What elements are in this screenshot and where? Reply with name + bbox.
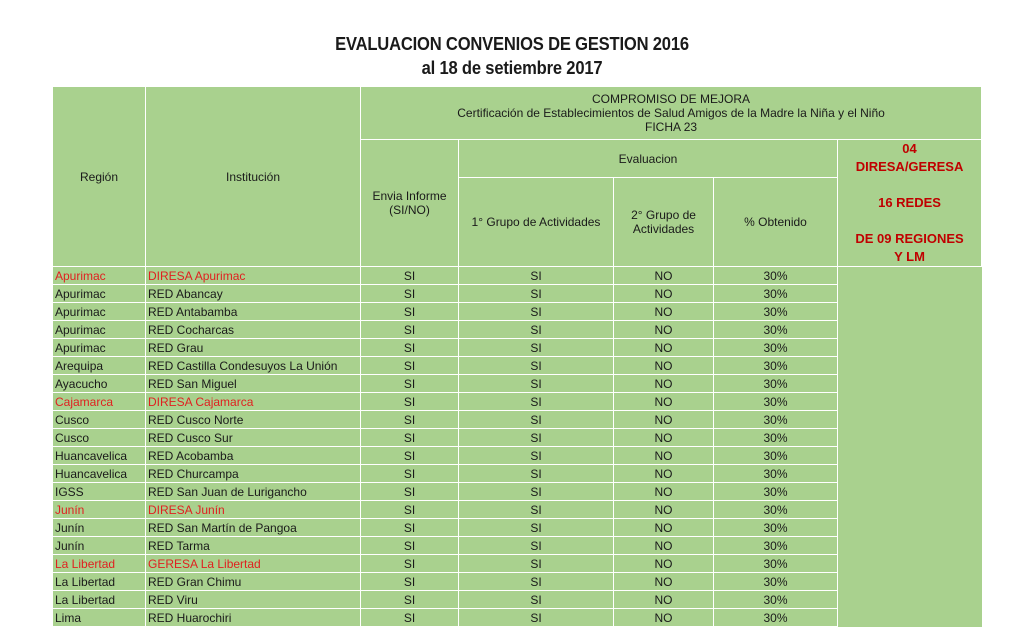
cell-institucion: RED San Juan de Lurigancho [146, 483, 361, 501]
cell-grupo2: NO [614, 357, 714, 375]
cell-institucion: RED Tarma [146, 537, 361, 555]
header-compromiso-title: COMPROMISO DE MEJORA [592, 92, 751, 106]
cell-institucion: GERESA La Libertad [146, 555, 361, 573]
cell-grupo1: SI [459, 573, 614, 591]
cell-obtenido: 30% [714, 429, 838, 447]
cell-institucion: RED Cusco Sur [146, 429, 361, 447]
table-row [53, 609, 982, 627]
table-row [53, 501, 982, 519]
cell-institucion: RED Cocharcas [146, 321, 361, 339]
cell-envia-informe: SI [361, 573, 459, 591]
table-row [53, 339, 982, 357]
cell-region: IGSS [53, 483, 146, 501]
header-institucion: Institución [146, 87, 361, 267]
cell-region: Lima [53, 609, 146, 627]
cell-region: La Libertad [53, 591, 146, 609]
cell-grupo1: SI [459, 447, 614, 465]
cell-grupo1: SI [459, 285, 614, 303]
cell-institucion: RED Gran Chimu [146, 573, 361, 591]
header-compromiso [361, 87, 982, 140]
cell-envia-informe: SI [361, 591, 459, 609]
cell-institucion: RED San Martín de Pangoa [146, 519, 361, 537]
table-row [53, 357, 982, 375]
table-row [53, 519, 982, 537]
cell-envia-informe: SI [361, 339, 459, 357]
cell-obtenido: 30% [714, 303, 838, 321]
page-title: EVALUACION CONVENIOS DE GESTION 2016 [335, 34, 689, 54]
cell-obtenido: 30% [714, 537, 838, 555]
cell-grupo2: NO [614, 501, 714, 519]
cell-institucion: RED Antabamba [146, 303, 361, 321]
table-row [53, 429, 982, 447]
cell-envia-informe: SI [361, 285, 459, 303]
header-grupo1: 1° Grupo de Actividades [459, 178, 614, 267]
cell-region: Cusco [53, 429, 146, 447]
cell-region: Cajamarca [53, 393, 146, 411]
summary-regiones: DE 09 REGIONES [855, 231, 964, 246]
cell-envia-informe: SI [361, 609, 459, 627]
cell-grupo2: NO [614, 411, 714, 429]
cell-region: La Libertad [53, 555, 146, 573]
header-region: Región [53, 87, 146, 267]
cell-region: Apurimac [53, 303, 146, 321]
cell-envia-informe: SI [361, 411, 459, 429]
cell-envia-informe: SI [361, 483, 459, 501]
table-row [53, 393, 982, 411]
cell-grupo1: SI [459, 591, 614, 609]
cell-envia-informe: SI [361, 501, 459, 519]
summary-count: 04 [902, 141, 917, 156]
cell-grupo2: NO [614, 609, 714, 627]
summary-cell [838, 140, 982, 267]
header-envia-informe: Envia Informe (SI/NO) [361, 140, 459, 267]
cell-obtenido: 30% [714, 321, 838, 339]
table-row [53, 483, 982, 501]
cell-obtenido: 30% [714, 483, 838, 501]
cell-grupo1: SI [459, 483, 614, 501]
cell-grupo1: SI [459, 537, 614, 555]
cell-grupo2: NO [614, 375, 714, 393]
cell-grupo1: SI [459, 429, 614, 447]
header-grupo2: 2° Grupo de Actividades [614, 178, 714, 267]
cell-institucion: RED Grau [146, 339, 361, 357]
table-row [53, 447, 982, 465]
cell-envia-informe: SI [361, 519, 459, 537]
cell-grupo2: NO [614, 339, 714, 357]
cell-obtenido: 30% [714, 609, 838, 627]
cell-envia-informe: SI [361, 393, 459, 411]
table-row [53, 465, 982, 483]
cell-region: Junín [53, 537, 146, 555]
cell-institucion: DIRESA Apurimac [146, 267, 361, 285]
cell-grupo1: SI [459, 375, 614, 393]
cell-grupo2: NO [614, 573, 714, 591]
cell-grupo2: NO [614, 267, 714, 285]
cell-envia-informe: SI [361, 267, 459, 285]
cell-grupo2: NO [614, 447, 714, 465]
cell-grupo2: NO [614, 519, 714, 537]
cell-envia-informe: SI [361, 447, 459, 465]
cell-envia-informe: SI [361, 555, 459, 573]
cell-obtenido: 30% [714, 555, 838, 573]
cell-grupo2: NO [614, 591, 714, 609]
cell-envia-informe: SI [361, 321, 459, 339]
cell-grupo1: SI [459, 303, 614, 321]
cell-obtenido: 30% [714, 375, 838, 393]
table-row [53, 555, 982, 573]
cell-region: Huancavelica [53, 447, 146, 465]
header-obtenido: % Obtenido [714, 178, 838, 267]
cell-obtenido: 30% [714, 501, 838, 519]
cell-grupo2: NO [614, 465, 714, 483]
cell-institucion: RED Cusco Norte [146, 411, 361, 429]
cell-obtenido: 30% [714, 285, 838, 303]
table-row [53, 267, 982, 285]
cell-envia-informe: SI [361, 465, 459, 483]
cell-region: Apurimac [53, 285, 146, 303]
header-evaluacion: Evaluacion [459, 140, 838, 178]
cell-institucion: DIRESA Cajamarca [146, 393, 361, 411]
cell-grupo1: SI [459, 393, 614, 411]
summary-redes: 16 REDES [878, 195, 941, 210]
cell-region: Junín [53, 519, 146, 537]
cell-grupo2: NO [614, 303, 714, 321]
cell-region: Huancavelica [53, 465, 146, 483]
cell-obtenido: 30% [714, 591, 838, 609]
cell-obtenido: 30% [714, 411, 838, 429]
cell-grupo1: SI [459, 411, 614, 429]
cell-region: Arequipa [53, 357, 146, 375]
cell-grupo1: SI [459, 267, 614, 285]
cell-region: Apurimac [53, 339, 146, 357]
cell-grupo1: SI [459, 465, 614, 483]
page-subtitle: al 18 de setiembre 2017 [421, 58, 603, 78]
cell-obtenido: 30% [714, 357, 838, 375]
cell-obtenido: 30% [714, 339, 838, 357]
summary-lm: Y LM [894, 249, 925, 264]
cell-obtenido: 30% [714, 465, 838, 483]
header-compromiso-desc: Certificación de Establecimientos de Salud Amigos de la Madre la Niña y el Niño [457, 106, 885, 120]
cell-grupo2: NO [614, 537, 714, 555]
table-row [53, 303, 982, 321]
cell-grupo2: NO [614, 429, 714, 447]
cell-grupo1: SI [459, 519, 614, 537]
cell-grupo1: SI [459, 357, 614, 375]
cell-grupo2: NO [614, 285, 714, 303]
table-body [53, 267, 982, 627]
cell-institucion: RED Huarochiri [146, 609, 361, 627]
cell-envia-informe: SI [361, 303, 459, 321]
cell-grupo2: NO [614, 555, 714, 573]
cell-region: Apurimac [53, 321, 146, 339]
cell-grupo1: SI [459, 321, 614, 339]
cell-obtenido: 30% [714, 393, 838, 411]
cell-region: Cusco [53, 411, 146, 429]
header-compromiso-ficha: FICHA 23 [645, 120, 698, 134]
cell-obtenido: 30% [714, 447, 838, 465]
table-row [53, 321, 982, 339]
cell-institucion: RED Acobamba [146, 447, 361, 465]
cell-institucion: RED Churcampa [146, 465, 361, 483]
cell-envia-informe: SI [361, 357, 459, 375]
cell-envia-informe: SI [361, 429, 459, 447]
cell-grupo1: SI [459, 609, 614, 627]
cell-envia-informe: SI [361, 537, 459, 555]
table-row [53, 411, 982, 429]
table-row [53, 537, 982, 555]
cell-institucion: DIRESA Junín [146, 501, 361, 519]
cell-institucion: RED Castilla Condesuyos La Unión [146, 357, 361, 375]
cell-obtenido: 30% [714, 519, 838, 537]
table-row [53, 375, 982, 393]
evaluation-table [52, 86, 982, 627]
cell-region: Apurimac [53, 267, 146, 285]
cell-envia-informe: SI [361, 375, 459, 393]
cell-institucion: RED Abancay [146, 285, 361, 303]
summary-diresa: DIRESA/GERESA [855, 159, 964, 174]
cell-grupo1: SI [459, 501, 614, 519]
cell-region: La Libertad [53, 573, 146, 591]
cell-grupo2: NO [614, 483, 714, 501]
cell-grupo1: SI [459, 555, 614, 573]
table-row [53, 591, 982, 609]
cell-region: Junín [53, 501, 146, 519]
cell-grupo1: SI [459, 339, 614, 357]
table-row [53, 285, 982, 303]
table-row [53, 573, 982, 591]
cell-region: Ayacucho [53, 375, 146, 393]
cell-obtenido: 30% [714, 573, 838, 591]
cell-institucion: RED San Miguel [146, 375, 361, 393]
cell-institucion: RED Viru [146, 591, 361, 609]
cell-grupo2: NO [614, 393, 714, 411]
cell-grupo2: NO [614, 321, 714, 339]
cell-obtenido: 30% [714, 267, 838, 285]
